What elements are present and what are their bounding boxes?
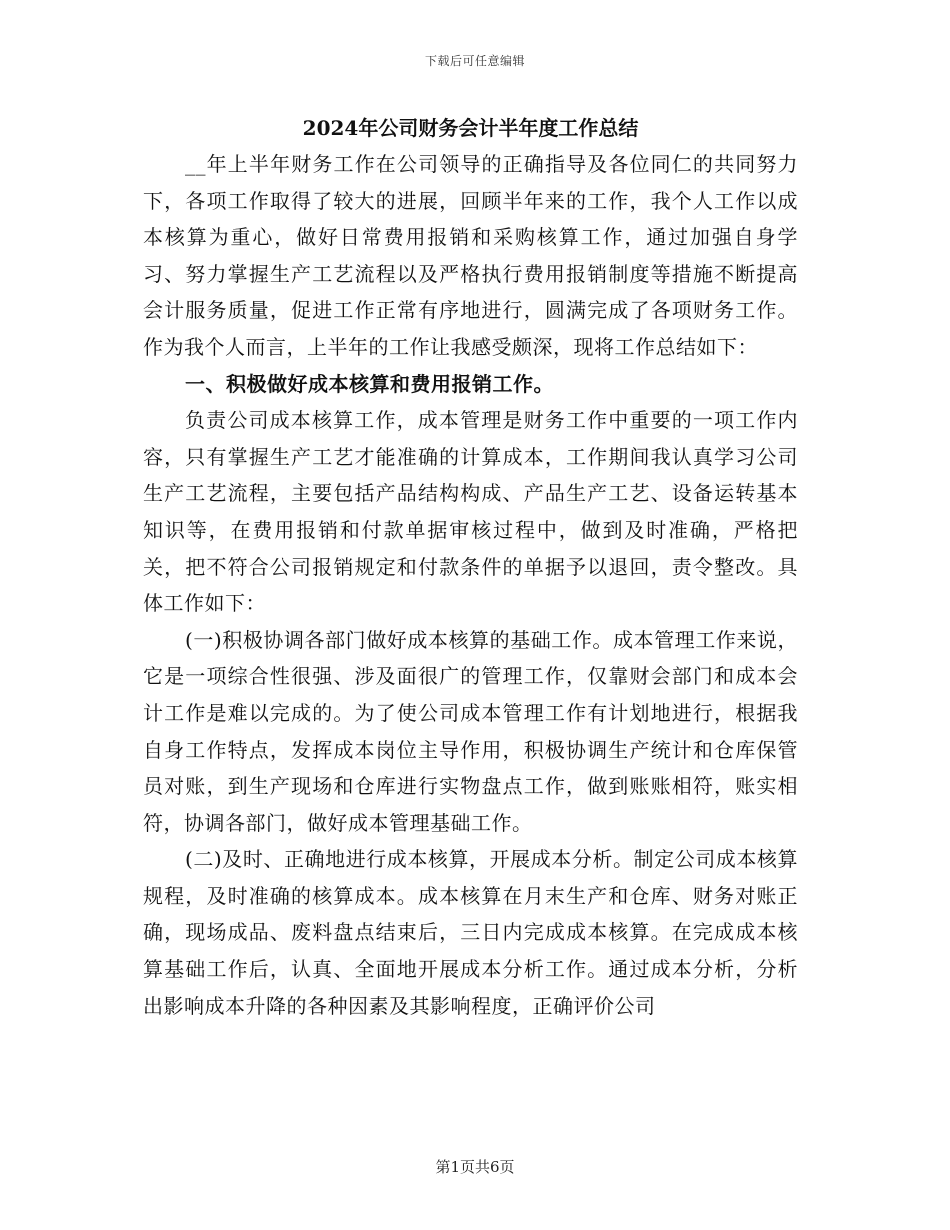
document-body xyxy=(143,110,798,1024)
page-header: 下载后可任意编辑 xyxy=(424,54,525,68)
section-1-heading: 一、积极做好成本核算和费用报销工作。 xyxy=(185,371,554,396)
page-number: 第1页共6页 xyxy=(435,1158,515,1176)
intro-text: 年上半年财务工作在公司领导的正确指导及各位同仁的共同努力下，各项工作取得了较大的进展，回顾半年来的工作，我个人工作以成本核算为重心，做好日常费用报销和采购核算工作，通过加强自身学习、努力掌握生产工艺流程以及严格执行费用报销制度等措施不断提高会计服务质量，促进工作正常有序地进行，圆满完成了各项财务工作。作为我个人而言，上半年的工作让我感受颇深，现将工作总结如下： xyxy=(143,152,798,359)
year-blank: __ xyxy=(185,152,206,176)
subsection-1-paragraph: (一)积极协调各部门做好成本核算的基础工作。成本管理工作来说，它是一项综合性很强、涉及面很广的管理工作，仅靠财会部门和成本会计工作是难以完成的。为了使公司成本管理工作有计划地进行，根据我自身工作特点，发挥成本岗位主导作用，积极协调生产统计和仓库保管员对账，到生产现场和仓库进行实物盘点工作，做到账账相符，账实相符，协调各部门，做好成本管理基础工作。 xyxy=(143,627,798,835)
section-1-paragraph: 负责公司成本核算工作，成本管理是财务工作中重要的一项工作内容，只有掌握生产工艺才能准确的计算成本，工作期间我认真学习公司生产工艺流程，主要包括产品结构构成、产品生产工艺、设备运转基本知识等，在费用报销和付款单据审核过程中，做到及时准确，严格把关，把不符合公司报销规定和付款条件的单据予以退回，责令整改。具体工作如下： xyxy=(143,408,798,616)
document-title: 2024年公司财务会计半年度工作总结 xyxy=(302,116,639,140)
intro-paragraph xyxy=(143,146,798,366)
subsection-2-paragraph: (二)及时、正确地进行成本核算，开展成本分析。制定公司成本核算规程，及时准确的核算成本。成本核算在月末生产和仓库、财务对账正确，现场成品、废料盘点结束后，三日内完成成本核算。在完成成本核算基础工作后，认真、全面地开展成本分析工作。通过成本分析，分析出影响成本升降的各种因素及其影响程度，正确评价公司 xyxy=(143,847,798,1018)
